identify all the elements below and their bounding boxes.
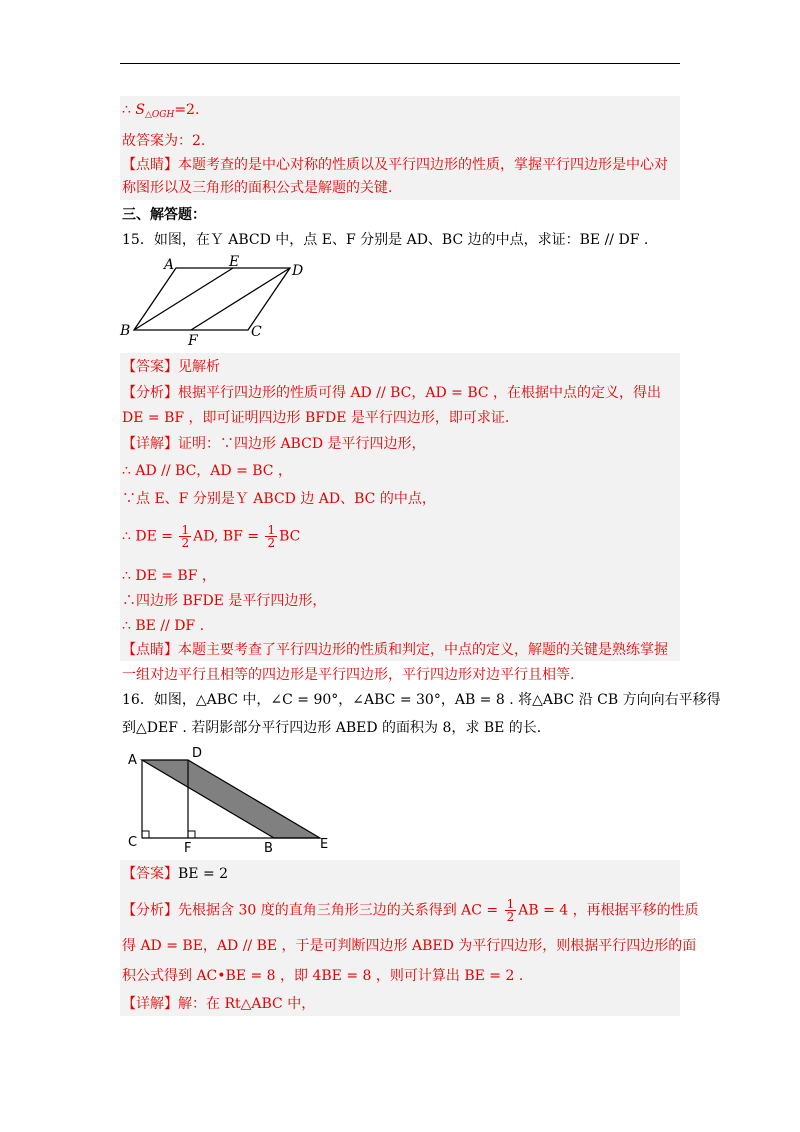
fraction-half-3: $\frac{1}{2}$: [506, 897, 515, 924]
comment-line-2: 称图形以及三角形的面积公式是解题的关键.: [122, 180, 393, 196]
q15-detail-3: ∵点 E、F 分别是Ｙ ABCD 边 AD、BC 的中点，: [122, 491, 436, 507]
label-B: B: [120, 323, 131, 339]
q16-question-1: 16．如图，△ABC 中，∠C = 90°，∠ABC = 30°，AB = 8 . 将△ABC 沿 CB 方向向右平移得: [122, 692, 721, 708]
q16-translation-figure: [124, 746, 339, 856]
label-A: A: [128, 753, 137, 768]
q16-analysis-1: 【分析】先根据含 30 度的直角三角形三边的关系得到 AC = $\frac{1}{2}$ AB = 4 ，再根据平移的性质: [122, 897, 699, 924]
label-D: D: [292, 263, 304, 279]
q16-detail-1: 【详解】解：在 Rt△ABC 中，: [122, 996, 316, 1012]
q15-detail-2: ∴ AD // BC，AD = BC ，: [122, 463, 292, 479]
label-D: D: [192, 746, 203, 761]
q16-question-2: 到△DEF . 若阴影部分平行四边形 ABED 的面积为 8，求 BE 的长.: [122, 720, 542, 736]
q15-answer: 【答案】见解析: [122, 359, 220, 375]
label-F: F: [184, 841, 192, 856]
label-C: C: [251, 324, 262, 340]
label-B: B: [264, 841, 273, 856]
q15-detail-4: ∴ DE = $\frac{1}{2}$ AD, BF = $\frac{1}{2}$ BC: [122, 523, 301, 550]
q15-detail-6: ∴四边形 BFDE 是平行四边形，: [122, 593, 327, 609]
area-result-line: ∴ $S_{\triangle OGH}=2$.: [122, 102, 200, 120]
q16-analysis-2: 得 AD = BE，AD // BE ，于是可判断四边形 ABED 为平行四边形，则根据平行四边形的面: [122, 938, 697, 954]
q15-parallelogram-figure: [118, 255, 318, 347]
fraction-half-1: $\frac{1}{2}$: [181, 523, 190, 550]
label-A: A: [164, 257, 175, 273]
q15-analysis-1: 【分析】根据平行四边形的性质可得 AD // BC，AD = BC ，在根据中点的定义，得出: [122, 385, 662, 401]
header-rule: [120, 63, 680, 64]
fraction-half-2: $\frac{1}{2}$: [267, 523, 276, 550]
label-E: E: [229, 255, 240, 270]
section-heading: 三、解答题：: [122, 207, 206, 223]
label-F: F: [188, 333, 198, 347]
q15-detail-1: 【详解】证明：∵四边形 ABCD 是平行四边形，: [122, 436, 426, 452]
q16-answer: 【答案】BE = 2: [122, 866, 229, 882]
label-E: E: [320, 837, 329, 852]
comment-line-1: 【点睛】本题考查的是中心对称的性质以及平行四边形的性质，掌握平行四边形是中心对: [122, 157, 668, 173]
q15-detail-7: ∴ BE // DF .: [122, 618, 205, 634]
label-C: C: [128, 835, 138, 850]
q15-comment-2: 一组对边平行且相等的四边形是平行四边形，平行四边形对边平行且相等.: [122, 667, 575, 683]
q15-comment-1: 【点睛】本题主要考查了平行四边形的性质和判定，中点的定义，解题的关键是熟练掌握: [122, 642, 668, 658]
q15-question: 15．如图，在Ｙ ABCD 中，点 E、F 分别是 AD、BC 边的中点，求证：BE // DF .: [122, 232, 649, 248]
answer-line: 故答案为：2.: [122, 133, 206, 149]
q15-analysis-2: DE = BF ，即可证明四边形 BFDE 是平行四边形，即可求证.: [122, 410, 510, 426]
q15-detail-5: ∴ DE = BF ，: [122, 568, 216, 584]
q16-analysis-3: 积公式得到 AC•BE = 8 ，即 4BE = 8 ，则可计算出 BE = 2 .: [122, 968, 524, 984]
